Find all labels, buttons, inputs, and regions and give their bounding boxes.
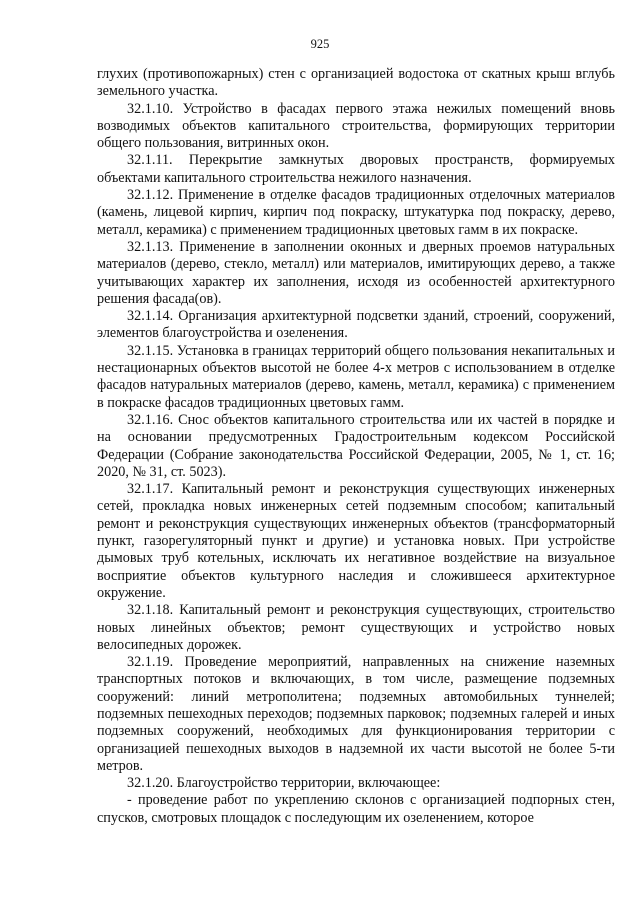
paragraph: 32.1.14. Организация архитектурной подсветки зданий, строений, сооружений, элементов благоустройства и озеленения. [97, 308, 615, 342]
paragraph: 32.1.10. Устройство в фасадах первого этажа нежилых помещений вновь возводимых объектов капитального строительства, формирующих территории общего пользования, витринных окон. [97, 100, 615, 152]
paragraph: 32.1.18. Капитальный ремонт и реконструкция существующих, строительство новых линейных объектов; ремонт существующих и устройство новых велосипедных дорожек. [97, 602, 615, 653]
paragraph: 32.1.11. Перекрытие замкнутых дворовых пространств, формируемых объектами капитального строительства нежилого назначения. [97, 152, 615, 186]
paragraph: 32.1.16. Снос объектов капитального строительства или их частей в порядке и на основании предусмотренных Градостроительным кодексом Российской Федерации (Собрание законодательства Российской Федерации, 2005, № 1, ст. 16; 2020, № 31, ст. 5023). [97, 411, 615, 480]
paragraph: - проведение работ по укреплению склонов с организацией подпорных стен, спусков, смотровых площадок с последующим их озеленением, которое [97, 792, 615, 826]
document-body [97, 66, 615, 827]
paragraph: 32.1.13. Применение в заполнении оконных и дверных проемов натуральных материалов (дерево, стекло, металл) или материалов, имитирующих дерево, а также учитывающих характер их заполнения, исходя из особенностей архитектурного решения фасада(ов). [97, 238, 615, 307]
paragraph: 32.1.15. Установка в границах территорий общего пользования некапитальных и нестационарных объектов высотой не более 4-х метров с использованием в отделке фасадов натуральных материалов (дерево, камень, металл, керамика) с применением в покраске фасадов традиционных цветовых гамм. [97, 342, 615, 411]
paragraph: 32.1.19. Проведение мероприятий, направленных на снижение наземных транспортных потоков и включающих, в том числе, размещение подземных сооружений: линий метрополитена; подземных автомобильных туннелей; подземных пешеходных переходов; подземных парковок; подземных галерей и иных подземных сооружений, необходимых для функционирования территории с организацией пешеходных выходов в надземной их части высотой не более 5-ти метров. [97, 654, 615, 774]
paragraph: глухих (противопожарных) стен с организацией водостока от скатных крыш вглубь земельного участка. [97, 66, 615, 100]
page-number: 925 [310, 37, 330, 51]
paragraph: 32.1.17. Капитальный ремонт и реконструкция существующих инженерных сетей, прокладка новых инженерных сетей подземным способом; капитальный ремонт и реконструкция существующих инженерных объектов (трансформаторный пункт, газорегуляторный пункт и другие) и установка новых. При устройстве дымовых труб котельных, исключать их негативное воздействие на визуальное восприятие объектов культурного наследия и сложившееся архитектурное окружение. [97, 481, 615, 601]
paragraph: 32.1.12. Применение в отделке фасадов традиционных отделочных материалов (камень, лицевой кирпич, кирпич под покраску, штукатурка под покраску, дерево, металл, керамика) с применением традиционных цветовых гамм в их покраске. [97, 187, 615, 238]
paragraph: 32.1.20. Благоустройство территории, включающее: [127, 775, 441, 792]
